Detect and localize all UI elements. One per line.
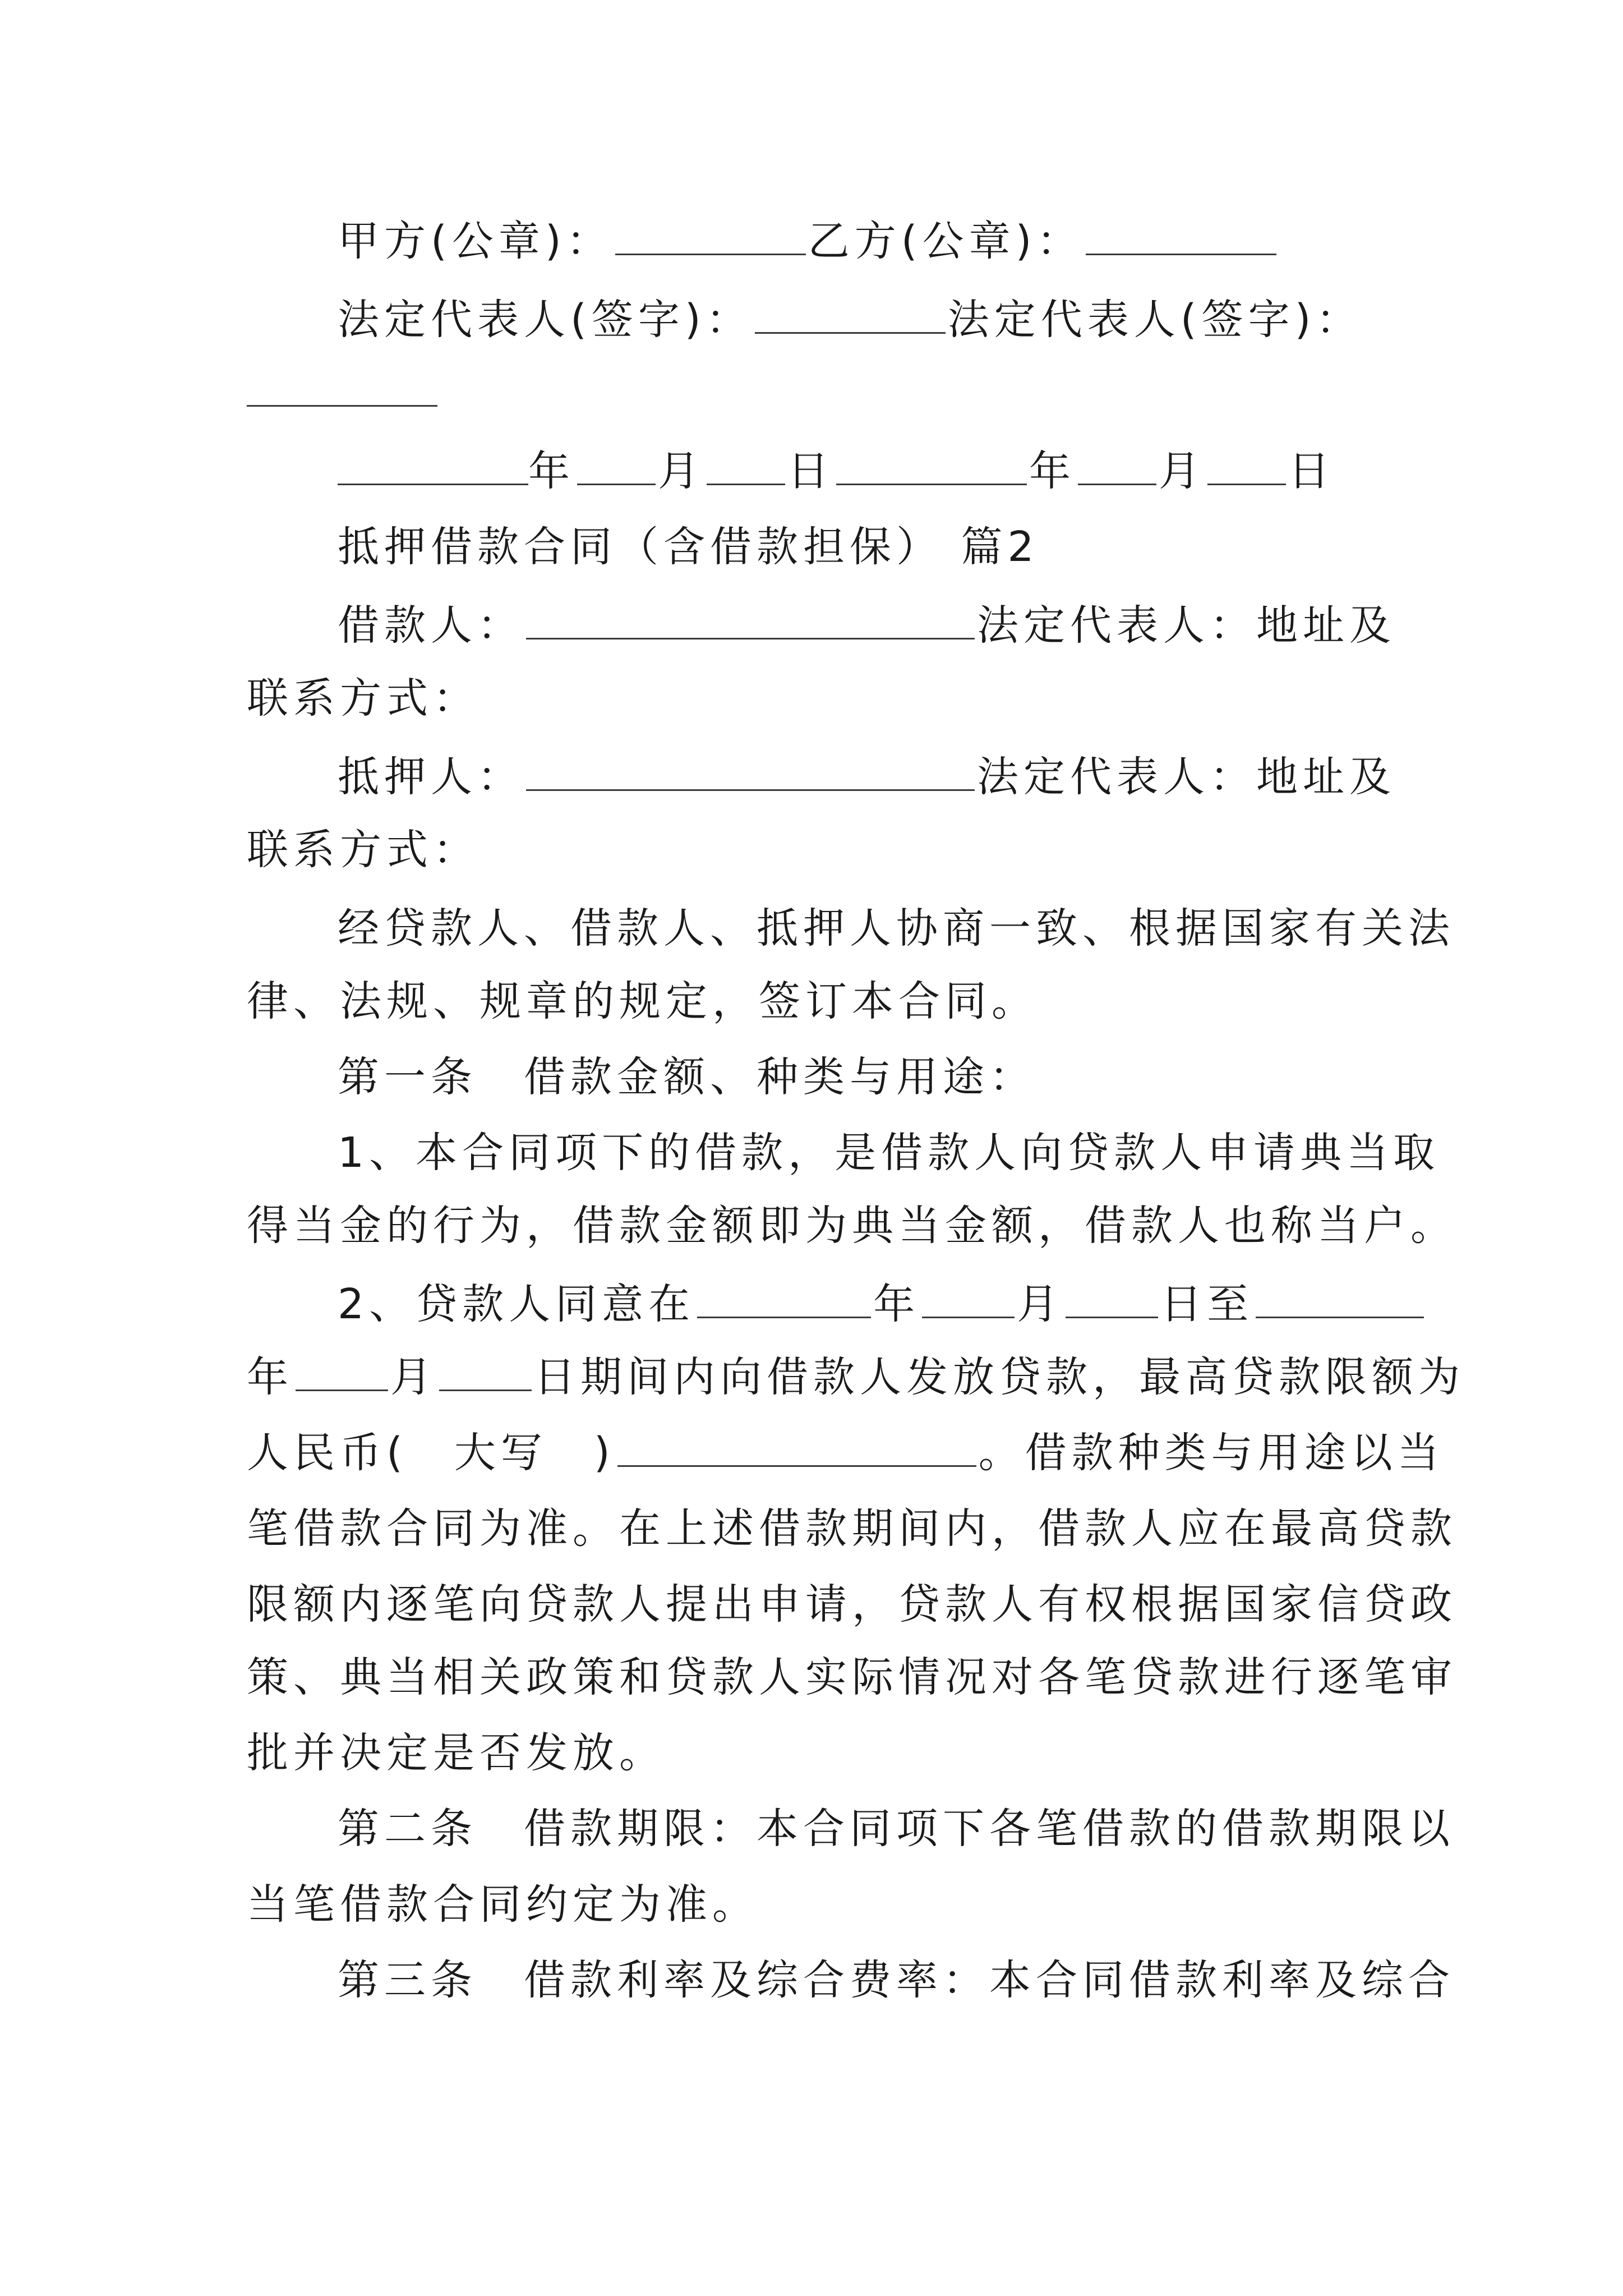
mortgagor-contact-line: 联系方式： [247,826,479,874]
party-b-seal-label: 乙方(公章)： [808,217,1083,265]
date-a-day-label: 日 [787,447,834,495]
party-seal-line [338,213,1279,269]
borrower-line [338,597,1396,654]
borrower-label: 借款人： [338,601,524,650]
end-month-label: 月 [390,1353,437,1401]
start-day-blank[interactable] [1066,1277,1158,1318]
mortgagor-line [338,749,1396,805]
date-b-year-label: 年 [1029,447,1076,495]
clause-2-text-a: 2、贷款人同意在 [338,1280,695,1328]
clause-2-line-1 [338,1276,1426,1332]
date-b-month-blank[interactable] [1078,444,1156,485]
section-heading: 抵押借款合同（含借款担保） 篇2 [338,523,1039,571]
party-a-rep-label: 法定代表人(签字)： [338,296,753,344]
clause-2-line-5: 限额内逐笔向贷款人提出申请，贷款人有权根据国家信贷政 [247,1580,1457,1628]
party-b-rep-label: 法定代表人(签字)： [947,296,1363,344]
clause-2-line-4: 笔借款合同为准。在上述借款期间内，借款人应在最高贷款 [247,1504,1457,1553]
clause-2-line-6: 策、典当相关政策和贷款人实际情况对各笔贷款进行逐笔审 [247,1653,1457,1701]
date-a-year-label: 年 [528,447,575,495]
mortgagor-rep-label: 法定代表人：地址及 [977,753,1396,801]
date-b-year-blank[interactable] [836,444,1027,485]
article-2-line-1: 第二条 借款期限：本合同项下各笔借款的借款期限以 [338,1805,1455,1853]
preamble-line-1: 经贷款人、借款人、抵押人协商一致、根据国家有关法 [338,904,1455,953]
borrower-rep-label: 法定代表人：地址及 [977,601,1396,650]
borrower-blank[interactable] [526,599,975,639]
clause-2-text-b: 日至 [1160,1280,1254,1328]
preamble-line-2: 律、法规、规章的规定，签订本合同。 [247,977,1038,1025]
clause-2-line-2 [247,1349,1465,1405]
mortgagor-label: 抵押人： [338,753,524,801]
clause-2-line-3 [247,1425,1444,1481]
start-month-blank[interactable] [922,1277,1015,1318]
date-a-month-blank[interactable] [577,444,656,485]
clause-2-text-c: 日期间内向借款人发放贷款，最高贷款限额为 [534,1353,1465,1401]
start-year-label: 年 [873,1280,920,1328]
party-a-seal-blank[interactable] [615,214,806,255]
end-year-label: 年 [247,1353,293,1401]
article-2-line-2: 当笔借款合同约定为准。 [247,1880,759,1929]
legal-rep-line [338,292,1363,348]
article-3-line-1: 第三条 借款利率及综合费率：本合同借款利率及综合 [338,1956,1455,2004]
date-a-day-blank[interactable] [707,444,785,485]
end-day-blank[interactable] [439,1350,532,1391]
start-month-label: 月 [1017,1280,1064,1328]
date-b-month-label: 月 [1159,447,1205,495]
article-1-title: 第一条 借款金额、种类与用途： [338,1053,1036,1101]
party-b-rep-blank-line [247,365,437,421]
clause-2-text-d: 。借款种类与用途以当 [978,1429,1444,1477]
start-year-blank[interactable] [697,1277,871,1318]
party-a-rep-blank[interactable] [755,293,946,334]
date-a-year-blank[interactable] [338,444,528,485]
date-line [338,443,1335,499]
party-a-seal-label: 甲方(公章)： [338,217,613,265]
date-a-month-label: 月 [658,447,704,495]
borrower-contact-line: 联系方式： [247,674,479,723]
amount-blank[interactable] [617,1426,976,1467]
end-year-blank[interactable] [1256,1277,1424,1318]
party-b-seal-blank[interactable] [1086,214,1276,255]
amount-label: 人民币( 大写 ) [247,1429,615,1477]
date-b-day-blank[interactable] [1207,444,1286,485]
clause-1-line-1: 1、本合同项下的借款，是借款人向贷款人申请典当取 [338,1129,1440,1177]
clause-1-line-2: 得当金的行为，借款金额即为典当金额，借款人也称当户。 [247,1202,1457,1250]
date-b-day-label: 日 [1288,447,1335,495]
party-b-rep-blank[interactable] [247,366,437,407]
end-month-blank[interactable] [296,1350,388,1391]
clause-2-line-7: 批并决定是否发放。 [247,1729,666,1777]
mortgagor-blank[interactable] [526,750,975,791]
